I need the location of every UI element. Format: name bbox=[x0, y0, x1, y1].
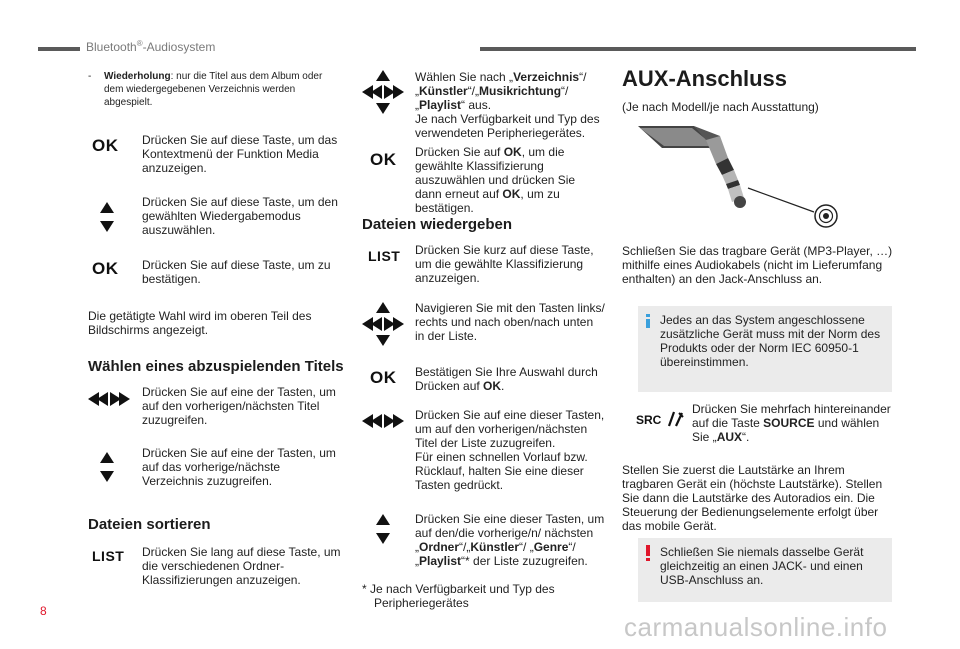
ok-select-text: Drücken Sie auf OK, um die gewählte Klassifizierung auszuwählen und drücken Sie dann erneut auf OK, um zu bestätigen. bbox=[415, 145, 576, 215]
up-down-arrows-icon bbox=[100, 202, 114, 232]
page-header-title: Bluetooth®-Audiosystem bbox=[86, 39, 216, 54]
heading-play: Dateien wiedergeben bbox=[362, 216, 513, 233]
ok-button-icon: OK bbox=[92, 259, 119, 278]
warning-icon bbox=[646, 545, 650, 561]
volume-text: Stellen Sie zuerst die Lautstärke an Ihrem tragbaren Gerät ein (höchste Lautstärke). Stellen Sie dann die Lautstärke des Autoradios ein. Die Steuerung der Bedienungselemente erfolgt über das mobile Gerät. bbox=[622, 463, 883, 533]
left-right-arrows-icon bbox=[88, 392, 130, 406]
list-button-icon: LIST bbox=[92, 548, 125, 564]
list-long-text: Drücken Sie lang auf diese Taste, um die verschiedenen Ordner-Klassifizierungen anzuzeigen. bbox=[142, 545, 341, 587]
confirm-text: Bestätigen Sie Ihre Auswahl durch Drücken auf OK. bbox=[415, 365, 598, 393]
info-icon bbox=[646, 314, 650, 328]
watermark: carmanualsonline.info bbox=[624, 612, 888, 642]
list-short-text: Drücken Sie kurz auf diese Taste, um die gewählte Klassifizierung anzuzeigen. bbox=[415, 243, 594, 285]
choose-classification-text: Wählen Sie nach „Verzeichnis“/ „Künstler“/„Musikrichtung“/ „Playlist“ aus. Je nach Verfügbarkeit und Typ des verwendeten Peripheriegerätes. bbox=[415, 70, 600, 140]
heading-sort: Dateien sortieren bbox=[88, 516, 211, 533]
warning-text: Schließen Sie niemals dasselbe Gerät gleichzeitig an einen JACK- und einen USB-Anschluss an. bbox=[660, 545, 864, 587]
footnote: * Je nach Verfügbarkeit und Typ des Peripheriegerätes bbox=[362, 582, 555, 610]
info-text: Jedes an das System angeschlossene zusätzliche Gerät muss mit der Norm des Produkts oder der Norm IEC 60950-1 übereinstimmen. bbox=[660, 313, 881, 369]
updown-folder-text: Drücken Sie eine dieser Tasten, um auf den/die vorherige/n/ nächsten „Ordner“/„Künstler“/ „Genre“/„Playlist“* der Liste zuzugreifen. bbox=[415, 512, 605, 568]
header-bar-left bbox=[38, 47, 80, 51]
list-button-icon: LIST bbox=[368, 248, 401, 264]
connect-text: Schließen Sie das tragbare Gerät (MP3-Player, …) mithilfe eines Audiokabels (nicht im Lieferumfang enthalten) an den Jack-Anschluss an. bbox=[622, 244, 893, 286]
model-note: (Je nach Modell/je nach Ausstattung) bbox=[622, 100, 819, 114]
leftright-list-text: Drücken Sie auf eine dieser Tasten, um auf den vorherigen/nächsten Titel der Liste zuzugreifen. Für einen schnellen Vorlauf bzw. Rücklauf, halten Sie eine dieser Tasten gedrückt. bbox=[415, 408, 605, 492]
src-text: Drücken Sie mehrfach hintereinander auf die Taste SOURCE und wählen Sie „AUX“. bbox=[692, 402, 891, 444]
heading-aux: AUX-Anschluss bbox=[622, 66, 788, 91]
header-bar-right bbox=[480, 47, 916, 51]
updown-dir-text: Drücken Sie auf eine der Tasten, um auf das vorherige/nächste Verzeichnis zuzugreifen. bbox=[142, 446, 336, 488]
ok-button-icon: OK bbox=[370, 150, 397, 169]
ok-button-icon: OK bbox=[370, 368, 397, 387]
ok-context-text: Drücken Sie auf diese Taste, um das Kontextmenü der Funktion Media anzuzeigen. bbox=[142, 133, 338, 175]
left-right-arrows-icon bbox=[362, 414, 404, 428]
src-button-icon: SRC bbox=[636, 411, 685, 427]
up-down-arrows-icon bbox=[376, 514, 390, 544]
nav-text: Navigieren Sie mit den Tasten links/ rechts und nach oben/nach unten in der Liste. bbox=[415, 301, 605, 343]
wiederholung-bullet: - Wiederholung: nur die Titel aus dem Album oder dem wiedergegebenen Verzeichnis werden abgespielt. bbox=[88, 71, 323, 108]
ok-confirm-text: Drücken Sie auf diese Taste, um zu bestätigen. bbox=[142, 258, 331, 286]
heading-select-title: Wählen eines abzuspielenden Titels bbox=[88, 358, 344, 375]
jack-plug-illustration bbox=[636, 118, 846, 235]
updown-mode-text: Drücken Sie auf diese Taste, um den gewählten Wiedergabemodus auszuwählen. bbox=[142, 195, 338, 237]
info-box bbox=[638, 306, 892, 392]
ok-button-icon: OK bbox=[92, 136, 119, 155]
up-down-arrows-icon bbox=[100, 452, 114, 482]
warning-box bbox=[638, 538, 892, 602]
leftright-track-text: Drücken Sie auf eine der Tasten, um auf den vorherigen/nächsten Titel zuzugreifen. bbox=[142, 385, 336, 427]
selection-text: Die getätigte Wahl wird im oberen Teil des Bildschirms angezeigt. bbox=[88, 309, 312, 337]
four-way-arrows-icon bbox=[362, 70, 404, 114]
page-number: 8 bbox=[40, 604, 47, 618]
four-way-arrows-icon bbox=[362, 302, 404, 346]
